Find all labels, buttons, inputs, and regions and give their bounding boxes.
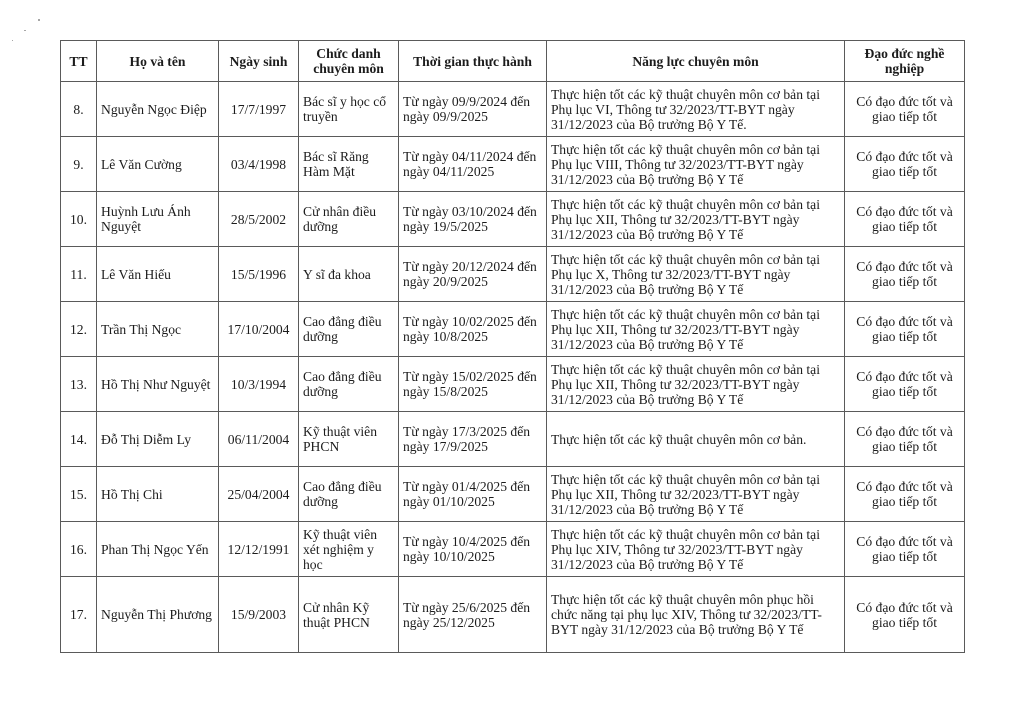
scan-speck <box>38 19 40 21</box>
cell-competency: Thực hiện tốt các kỹ thuật chuyên môn cơ bản tại Phụ lục VI, Thông tư 32/2023/TT-BYT ngày 31/12/2023 của Bộ trưởng Bộ Y Tế. <box>547 82 845 137</box>
cell-name: Lê Văn Hiếu <box>97 247 219 302</box>
cell-title: Bác sĩ Răng Hàm Mặt <box>299 137 399 192</box>
cell-tt: 11. <box>61 247 97 302</box>
cell-name: Phan Thị Ngọc Yến <box>97 522 219 577</box>
cell-period: Từ ngày 03/10/2024 đến ngày 19/5/2025 <box>399 192 547 247</box>
cell-ethics: Có đạo đức tốt và giao tiếp tốt <box>845 247 965 302</box>
cell-tt: 10. <box>61 192 97 247</box>
header-title: Chức danh chuyên môn <box>299 41 399 82</box>
table-row <box>61 467 965 522</box>
cell-tt: 15. <box>61 467 97 522</box>
cell-title: Cao đẳng điều dưỡng <box>299 302 399 357</box>
cell-title: Y sĩ đa khoa <box>299 247 399 302</box>
cell-ethics: Có đạo đức tốt và giao tiếp tốt <box>845 192 965 247</box>
cell-name: Nguyễn Ngọc Điệp <box>97 82 219 137</box>
cell-tt: 8. <box>61 82 97 137</box>
cell-dob: 17/10/2004 <box>219 302 299 357</box>
cell-name: Đỗ Thị Diễm Ly <box>97 412 219 467</box>
cell-tt: 16. <box>61 522 97 577</box>
cell-name: Hồ Thị Chi <box>97 467 219 522</box>
table-row <box>61 82 965 137</box>
cell-name: Nguyễn Thị Phương <box>97 577 219 653</box>
cell-dob: 25/04/2004 <box>219 467 299 522</box>
cell-ethics: Có đạo đức tốt và giao tiếp tốt <box>845 577 965 653</box>
cell-dob: 06/11/2004 <box>219 412 299 467</box>
cell-dob: 10/3/1994 <box>219 357 299 412</box>
header-name: Họ và tên <box>97 41 219 82</box>
cell-period: Từ ngày 10/4/2025 đến ngày 10/10/2025 <box>399 522 547 577</box>
cell-ethics: Có đạo đức tốt và giao tiếp tốt <box>845 302 965 357</box>
cell-name: Hồ Thị Như Nguyệt <box>97 357 219 412</box>
cell-period: Từ ngày 15/02/2025 đến ngày 15/8/2025 <box>399 357 547 412</box>
cell-ethics: Có đạo đức tốt và giao tiếp tốt <box>845 137 965 192</box>
cell-period: Từ ngày 20/12/2024 đến ngày 20/9/2025 <box>399 247 547 302</box>
cell-tt: 9. <box>61 137 97 192</box>
cell-competency: Thực hiện tốt các kỹ thuật chuyên môn cơ bản tại Phụ lục X, Thông tư 32/2023/TT-BYT ngày 31/12/2023 của Bộ trưởng Bộ Y Tế <box>547 247 845 302</box>
cell-dob: 15/9/2003 <box>219 577 299 653</box>
table-row <box>61 522 965 577</box>
cell-ethics: Có đạo đức tốt và giao tiếp tốt <box>845 357 965 412</box>
table-row <box>61 137 965 192</box>
cell-tt: 14. <box>61 412 97 467</box>
cell-tt: 13. <box>61 357 97 412</box>
cell-title: Cao đẳng điều dưỡng <box>299 467 399 522</box>
cell-dob: 03/4/1998 <box>219 137 299 192</box>
table-row <box>61 577 965 653</box>
cell-name: Lê Văn Cường <box>97 137 219 192</box>
table-header-row <box>61 41 965 82</box>
cell-title: Kỹ thuật viên PHCN <box>299 412 399 467</box>
table-row <box>61 192 965 247</box>
cell-competency: Thực hiện tốt các kỹ thuật chuyên môn phục hồi chức năng tại phụ lục XIV, Thông tư 32/2023/TT-BYT ngày 31/12/2023 của Bộ trưởng Bộ Y Tế <box>547 577 845 653</box>
cell-period: Từ ngày 17/3/2025 đến ngày 17/9/2025 <box>399 412 547 467</box>
header-dob: Ngày sinh <box>219 41 299 82</box>
cell-period: Từ ngày 04/11/2024 đến ngày 04/11/2025 <box>399 137 547 192</box>
header-competency: Năng lực chuyên môn <box>547 41 845 82</box>
cell-competency: Thực hiện tốt các kỹ thuật chuyên môn cơ bản tại Phụ lục XII, Thông tư 32/2023/TT-BYT ngày 31/12/2023 của Bộ trưởng Bộ Y Tế <box>547 302 845 357</box>
cell-period: Từ ngày 09/9/2024 đến ngày 09/9/2025 <box>399 82 547 137</box>
cell-competency: Thực hiện tốt các kỹ thuật chuyên môn cơ bản tại Phụ lục XII, Thông tư 32/2023/TT-BYT ngày 31/12/2023 của Bộ trưởng Bộ Y Tế <box>547 192 845 247</box>
cell-title: Kỹ thuật viên xét nghiệm y học <box>299 522 399 577</box>
cell-title: Cử nhân Kỹ thuật PHCN <box>299 577 399 653</box>
table-row <box>61 247 965 302</box>
header-period: Thời gian thực hành <box>399 41 547 82</box>
cell-ethics: Có đạo đức tốt và giao tiếp tốt <box>845 412 965 467</box>
cell-title: Cử nhân điều dưỡng <box>299 192 399 247</box>
header-tt: TT <box>61 41 97 82</box>
practitioner-table <box>60 40 965 653</box>
cell-dob: 17/7/1997 <box>219 82 299 137</box>
cell-tt: 17. <box>61 577 97 653</box>
cell-period: Từ ngày 01/4/2025 đến ngày 01/10/2025 <box>399 467 547 522</box>
cell-competency: Thực hiện tốt các kỹ thuật chuyên môn cơ bản. <box>547 412 845 467</box>
cell-dob: 15/5/1996 <box>219 247 299 302</box>
cell-title: Bác sĩ y học cổ truyền <box>299 82 399 137</box>
cell-ethics: Có đạo đức tốt và giao tiếp tốt <box>845 82 965 137</box>
cell-competency: Thực hiện tốt các kỹ thuật chuyên môn cơ bản tại Phụ lục XIV, Thông tư 32/2023/TT-BYT ngày 31/12/2023 của Bộ trưởng Bộ Y Tế <box>547 522 845 577</box>
cell-ethics: Có đạo đức tốt và giao tiếp tốt <box>845 467 965 522</box>
cell-competency: Thực hiện tốt các kỹ thuật chuyên môn cơ bản tại Phụ lục VIII, Thông tư 32/2023/TT-BYT ngày 31/12/2023 của Bộ trưởng Bộ Y Tế <box>547 137 845 192</box>
cell-dob: 12/12/1991 <box>219 522 299 577</box>
scan-speck <box>12 40 13 41</box>
table-row <box>61 412 965 467</box>
cell-competency: Thực hiện tốt các kỹ thuật chuyên môn cơ bản tại Phụ lục XII, Thông tư 32/2023/TT-BYT ngày 31/12/2023 của Bộ trưởng Bộ Y Tế <box>547 467 845 522</box>
cell-period: Từ ngày 10/02/2025 đến ngày 10/8/2025 <box>399 302 547 357</box>
cell-name: Trần Thị Ngọc <box>97 302 219 357</box>
table-row <box>61 302 965 357</box>
cell-dob: 28/5/2002 <box>219 192 299 247</box>
cell-tt: 12. <box>61 302 97 357</box>
header-ethics: Đạo đức nghề nghiệp <box>845 41 965 82</box>
cell-name: Huỳnh Lưu Ánh Nguyệt <box>97 192 219 247</box>
scan-speck <box>24 30 26 31</box>
cell-period: Từ ngày 25/6/2025 đến ngày 25/12/2025 <box>399 577 547 653</box>
cell-competency: Thực hiện tốt các kỹ thuật chuyên môn cơ bản tại Phụ lục XII, Thông tư 32/2023/TT-BYT ngày 31/12/2023 của Bộ trưởng Bộ Y Tế <box>547 357 845 412</box>
table-row <box>61 357 965 412</box>
cell-ethics: Có đạo đức tốt và giao tiếp tốt <box>845 522 965 577</box>
cell-title: Cao đẳng điều dưỡng <box>299 357 399 412</box>
